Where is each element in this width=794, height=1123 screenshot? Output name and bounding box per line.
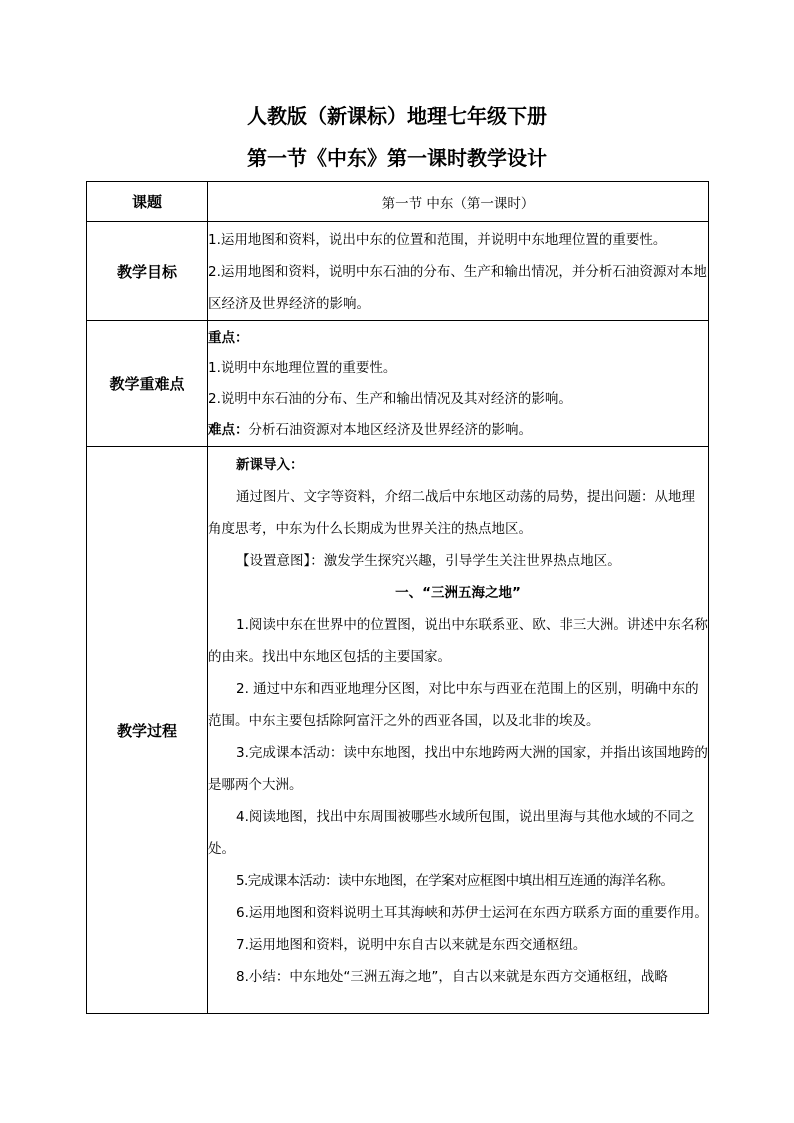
key-item-2: 2.说明中东石油的分布、生产和输出情况及其对经济的影响。 bbox=[208, 391, 572, 407]
section1-heading: 一、“三洲五海之地” bbox=[395, 585, 521, 601]
difficulty-line bbox=[208, 415, 708, 445]
step-5: 5.完成课本活动：读中东地图，在学案对应框图中填出相互连通的海洋名称。 bbox=[236, 873, 674, 889]
step-3: 3.完成课本活动：读中东地图，找出中东地跨两大洲的国家，并指出该国地跨的是哪两个大洲。 bbox=[208, 745, 708, 793]
step-8: 8.小结：中东地处“三洲五海之地”，自古以来就是东西方交通枢纽，战略 bbox=[236, 969, 668, 985]
key-points-label: 教学重难点 bbox=[87, 321, 208, 447]
document-subtitle: 第一节《中东》第一课时教学设计 bbox=[247, 146, 547, 170]
objectives-content bbox=[208, 222, 709, 321]
step-6: 6.运用地图和资料说明土耳其海峡和苏伊士运河在东西方联系方面的重要作用。 bbox=[236, 905, 708, 921]
document-title: 人教版（新课标）地理七年级下册 bbox=[247, 104, 547, 128]
key-heading: 重点： bbox=[208, 330, 249, 346]
difficulty-heading: 难点： bbox=[208, 422, 249, 438]
difficulty-text: 分析石油资源对本地区经济及世界经济的影响。 bbox=[248, 422, 532, 438]
intro-text: 通过图片、文字等资料，介绍二战后中东地区动荡的局势，提出问题：从地理角度思考，中东为什么长期成为世界关注的热点地区。 bbox=[208, 489, 695, 537]
topic-value: 第一节 中东（第一课时） bbox=[208, 182, 709, 222]
table-row-objectives bbox=[87, 222, 709, 321]
objectives-label: 教学目标 bbox=[87, 222, 208, 321]
table-row-topic bbox=[87, 182, 709, 222]
table-row-process bbox=[87, 447, 709, 1014]
step-1: 1.阅读中东在世界中的位置图，说出中东联系亚、欧、非三大洲。讲述中东名称的由来。找出中东地区包括的主要国家。 bbox=[208, 617, 708, 665]
table-row-key-points bbox=[87, 321, 709, 447]
objective-item-2: 2.运用地图和资料，说明中东石油的分布、生产和输出情况，并分析石油资源对本地区经济及世界经济的影响。 bbox=[208, 264, 707, 312]
objective-item-1: 1.运用地图和资料，说出中东的位置和范围，并说明中东地理位置的重要性。 bbox=[208, 232, 667, 248]
step-7: 7.运用地图和资料，说明中东自古以来就是东西交通枢纽。 bbox=[236, 937, 587, 953]
key-points-content bbox=[208, 321, 709, 447]
topic-label: 课题 bbox=[87, 182, 208, 222]
process-label: 教学过程 bbox=[87, 447, 208, 1014]
intent-text: 【设置意图】：激发学生探究兴趣，引导学生关注世界热点地区。 bbox=[236, 553, 621, 569]
step-4: 4.阅读地图，找出中东周围被哪些水域所包围，说出里海与其他水域的不同之处。 bbox=[208, 809, 695, 857]
step-2: 2. 通过中东和西亚地理分区图，对比中东与西亚在范围上的区别，明确中东的范围。中东主要包括除阿富汗之外的西亚各国，以及北非的埃及。 bbox=[208, 681, 699, 729]
intro-heading: 新课导入： bbox=[236, 457, 304, 473]
key-item-1: 1.说明中东地理位置的重要性。 bbox=[208, 360, 397, 376]
process-content bbox=[208, 447, 709, 1014]
lesson-plan-table bbox=[86, 181, 709, 1014]
